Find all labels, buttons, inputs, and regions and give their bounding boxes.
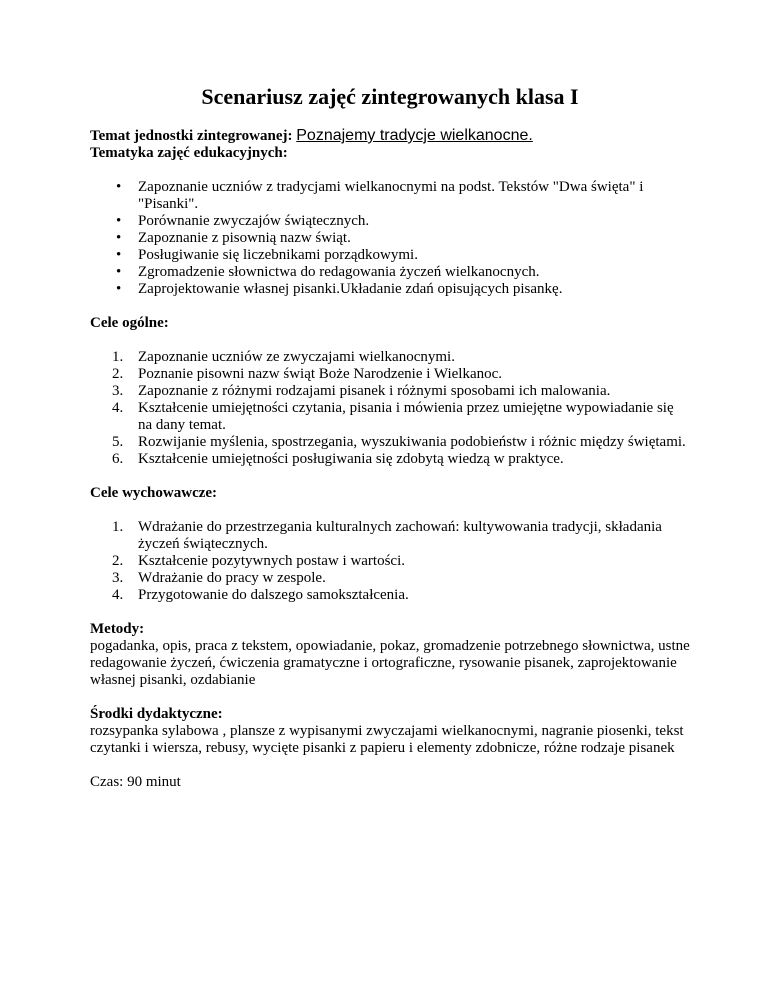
tematyka-heading: Tematyka zajęć edukacyjnych:	[90, 145, 288, 161]
list-text: Rozwijanie myślenia, spostrzegania, wyszukiwania podobieństw i różnic między świętami.	[138, 434, 686, 450]
list-number: 2.	[112, 553, 124, 569]
list-number: 4.	[112, 587, 124, 603]
list-number: 1.	[112, 349, 124, 365]
cele-ogolne-heading: Cele ogólne:	[90, 315, 169, 331]
list-number: 3.	[112, 570, 124, 586]
list-text: Poznanie pisowni nazw świąt Boże Narodzenie i Wielkanoc.	[138, 366, 503, 382]
list-number: 6.	[112, 451, 124, 467]
list-item	[90, 366, 690, 383]
list-text: Kształcenie umiejętności czytania, pisania i mówienia przez umiejętne wypowiadanie się na dany temat.	[138, 400, 674, 433]
list-item: • Zaprojektowanie własnej pisanki.Układanie zdań opisujących pisankę.	[90, 281, 690, 298]
list-item	[90, 349, 690, 366]
list-item	[90, 383, 690, 400]
spacer	[90, 689, 690, 706]
list-number: 5.	[112, 434, 124, 450]
list-item: • Zapoznanie z pisownią nazw świąt.	[90, 230, 690, 247]
temat-row	[90, 127, 690, 145]
list-item	[90, 434, 690, 451]
cele-ogolne-list	[90, 349, 690, 468]
list-number: 2.	[112, 366, 124, 382]
document-title: Scenariusz zajęć zintegrowanych klasa I	[201, 84, 579, 109]
temat-value: Poznajemy tradycje wielkanocne.	[296, 127, 533, 144]
list-text: Przygotowanie do dalszego samokształcenia.	[138, 587, 409, 603]
list-item	[90, 451, 690, 468]
list-text: Kształcenie pozytywnych postaw i wartości.	[138, 553, 406, 569]
czas-text: Czas: 90 minut	[90, 774, 181, 790]
spacer	[90, 757, 690, 774]
list-item: • Zapoznanie uczniów z tradycjami wielkanocnymi na podst. Tekstów "Dwa święta" i "Pisanki".	[90, 179, 690, 213]
list-number: 3.	[112, 383, 124, 399]
list-text: Wdrażanie do pracy w zespole.	[138, 570, 326, 586]
srodki-heading: Środki dydaktyczne:	[90, 706, 223, 722]
list-item	[90, 570, 690, 587]
list-text: Kształcenie umiejętności posługiwania się zdobytą wiedzą w praktyce.	[138, 451, 564, 467]
list-text: Zapoznanie uczniów ze zwyczajami wielkanocnymi.	[138, 349, 455, 365]
list-text: Zapoznanie z różnymi rodzajami pisanek i różnymi sposobami ich malowania.	[138, 383, 611, 399]
list-text: Wdrażanie do przestrzegania kulturalnych zachowań: kultywowania tradycji, składania życzeń świątecznych.	[138, 519, 662, 552]
list-item	[90, 400, 690, 434]
list-item	[90, 587, 690, 604]
srodki-text: rozsypanka sylabowa , plansze z wypisanymi zwyczajami wielkanocnymi, nagranie piosenki, tekst czytanki i wiersza, rebusy, wycięte pisanki z papieru i elementy zdobnicze, różne rodzaje pisanek	[90, 723, 684, 756]
temat-label: Temat jednostki zintegrowanej:	[90, 128, 293, 144]
document-page	[90, 84, 690, 791]
list-number: 1.	[112, 519, 124, 535]
metody-heading: Metody:	[90, 621, 145, 637]
list-item	[90, 553, 690, 570]
list-item: • Posługiwanie się liczebnikami porządkowymi.	[90, 247, 690, 264]
list-item: • Zgromadzenie słownictwa do redagowania życzeń wielkanocnych.	[90, 264, 690, 281]
metody-text: pogadanka, opis, praca z tekstem, opowiadanie, pokaz, gromadzenie potrzebnego słownictwa, ustne redagowanie życzeń, ćwiczenia gramatyczne i ortograficzne, rysowanie pisanek, zaprojektowanie własnej pisanki, ozdabianie	[90, 638, 690, 688]
list-item	[90, 519, 690, 553]
tematyka-list	[90, 179, 690, 298]
list-number: 4.	[112, 400, 124, 416]
cele-wychowawcze-heading: Cele wychowawcze:	[90, 485, 218, 501]
list-item: • Porównanie zwyczajów świątecznych.	[90, 213, 690, 230]
cele-wychowawcze-list	[90, 519, 690, 604]
